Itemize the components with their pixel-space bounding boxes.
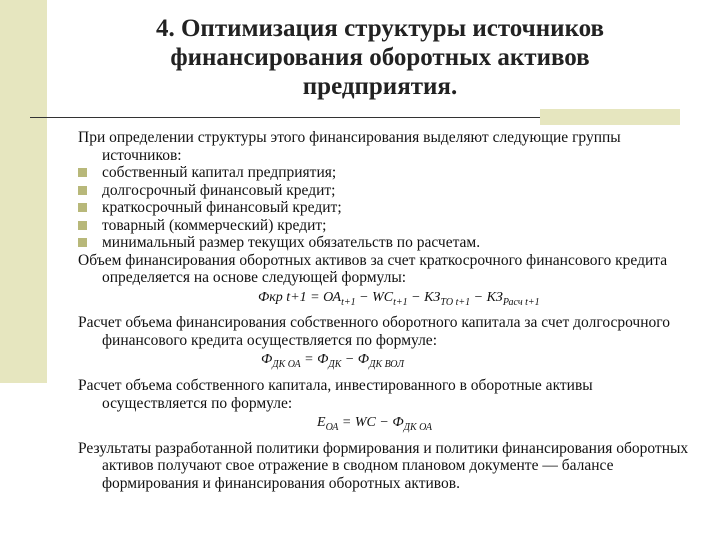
title-line-3: предприятия. xyxy=(302,73,458,100)
slide-title xyxy=(95,14,665,101)
list-item-text: собственный капитал предприятия; xyxy=(102,164,337,181)
decorative-accent-box xyxy=(540,109,680,125)
short-term-credit-paragraph: Объем финансирования оборотных активов за счет краткосрочного финансового кредита определяется на основе следующей формулы: xyxy=(78,251,668,286)
list-item xyxy=(78,217,698,235)
list-item-text: краткосрочный финансовый кредит; xyxy=(102,199,342,216)
title-divider xyxy=(30,117,540,118)
square-bullet-icon xyxy=(78,203,87,212)
list-item-text: долгосрочный финансовый кредит; xyxy=(102,181,336,199)
list-item xyxy=(78,234,698,252)
slide-body xyxy=(78,129,698,492)
decorative-side-band xyxy=(0,0,47,383)
equity-paragraph: Расчет объема собственного капитала, инвестированного в оборотные активы осуществляется по формуле: xyxy=(78,377,593,412)
list-item xyxy=(78,164,698,182)
square-bullet-icon xyxy=(78,186,87,195)
list-item xyxy=(78,199,698,217)
list-item-text: минимальный размер текущих обязательств по расчетам. xyxy=(102,234,481,251)
formula-short-term-credit: Фкр $t+1 = ОА_{t+1} - WC_{t+1} - КЗ_{ТО t+1} - КЗ_{Расч t+1}$ xyxy=(258,289,540,308)
list-item xyxy=(78,182,698,200)
formula-long-term-credit: $Ф_{ДК ОА} = Ф_{ДК} - Ф_{ДК ВОЛ}$ xyxy=(261,352,404,371)
title-line-2: финансирования оборотных активов xyxy=(170,44,590,71)
list-item-text: товарный (коммерческий) кредит; xyxy=(102,216,327,234)
formula-equity: $Е_{ОА}$ = WC − $Ф_{ДК ОА}$ xyxy=(317,415,432,433)
square-bullet-icon xyxy=(78,238,87,247)
results-paragraph: Результаты разработанной политики формирования и политики финансирования оборотных активов получают свое отражение в сводном плановом документе — балансе формирования и финансирования оборотных активов. xyxy=(78,439,689,492)
long-term-credit-paragraph: Расчет объема финансирования собственного оборотного капитала за счет долгосрочного финансового кредита осуществляется по формуле: xyxy=(78,314,670,349)
square-bullet-icon xyxy=(78,168,87,177)
square-bullet-icon xyxy=(78,221,87,230)
intro-paragraph: При определении структуры этого финансирования выделяют следующие группы источников: xyxy=(78,129,621,164)
title-line-1: 4. Оптимизация структуры источников xyxy=(155,15,605,42)
